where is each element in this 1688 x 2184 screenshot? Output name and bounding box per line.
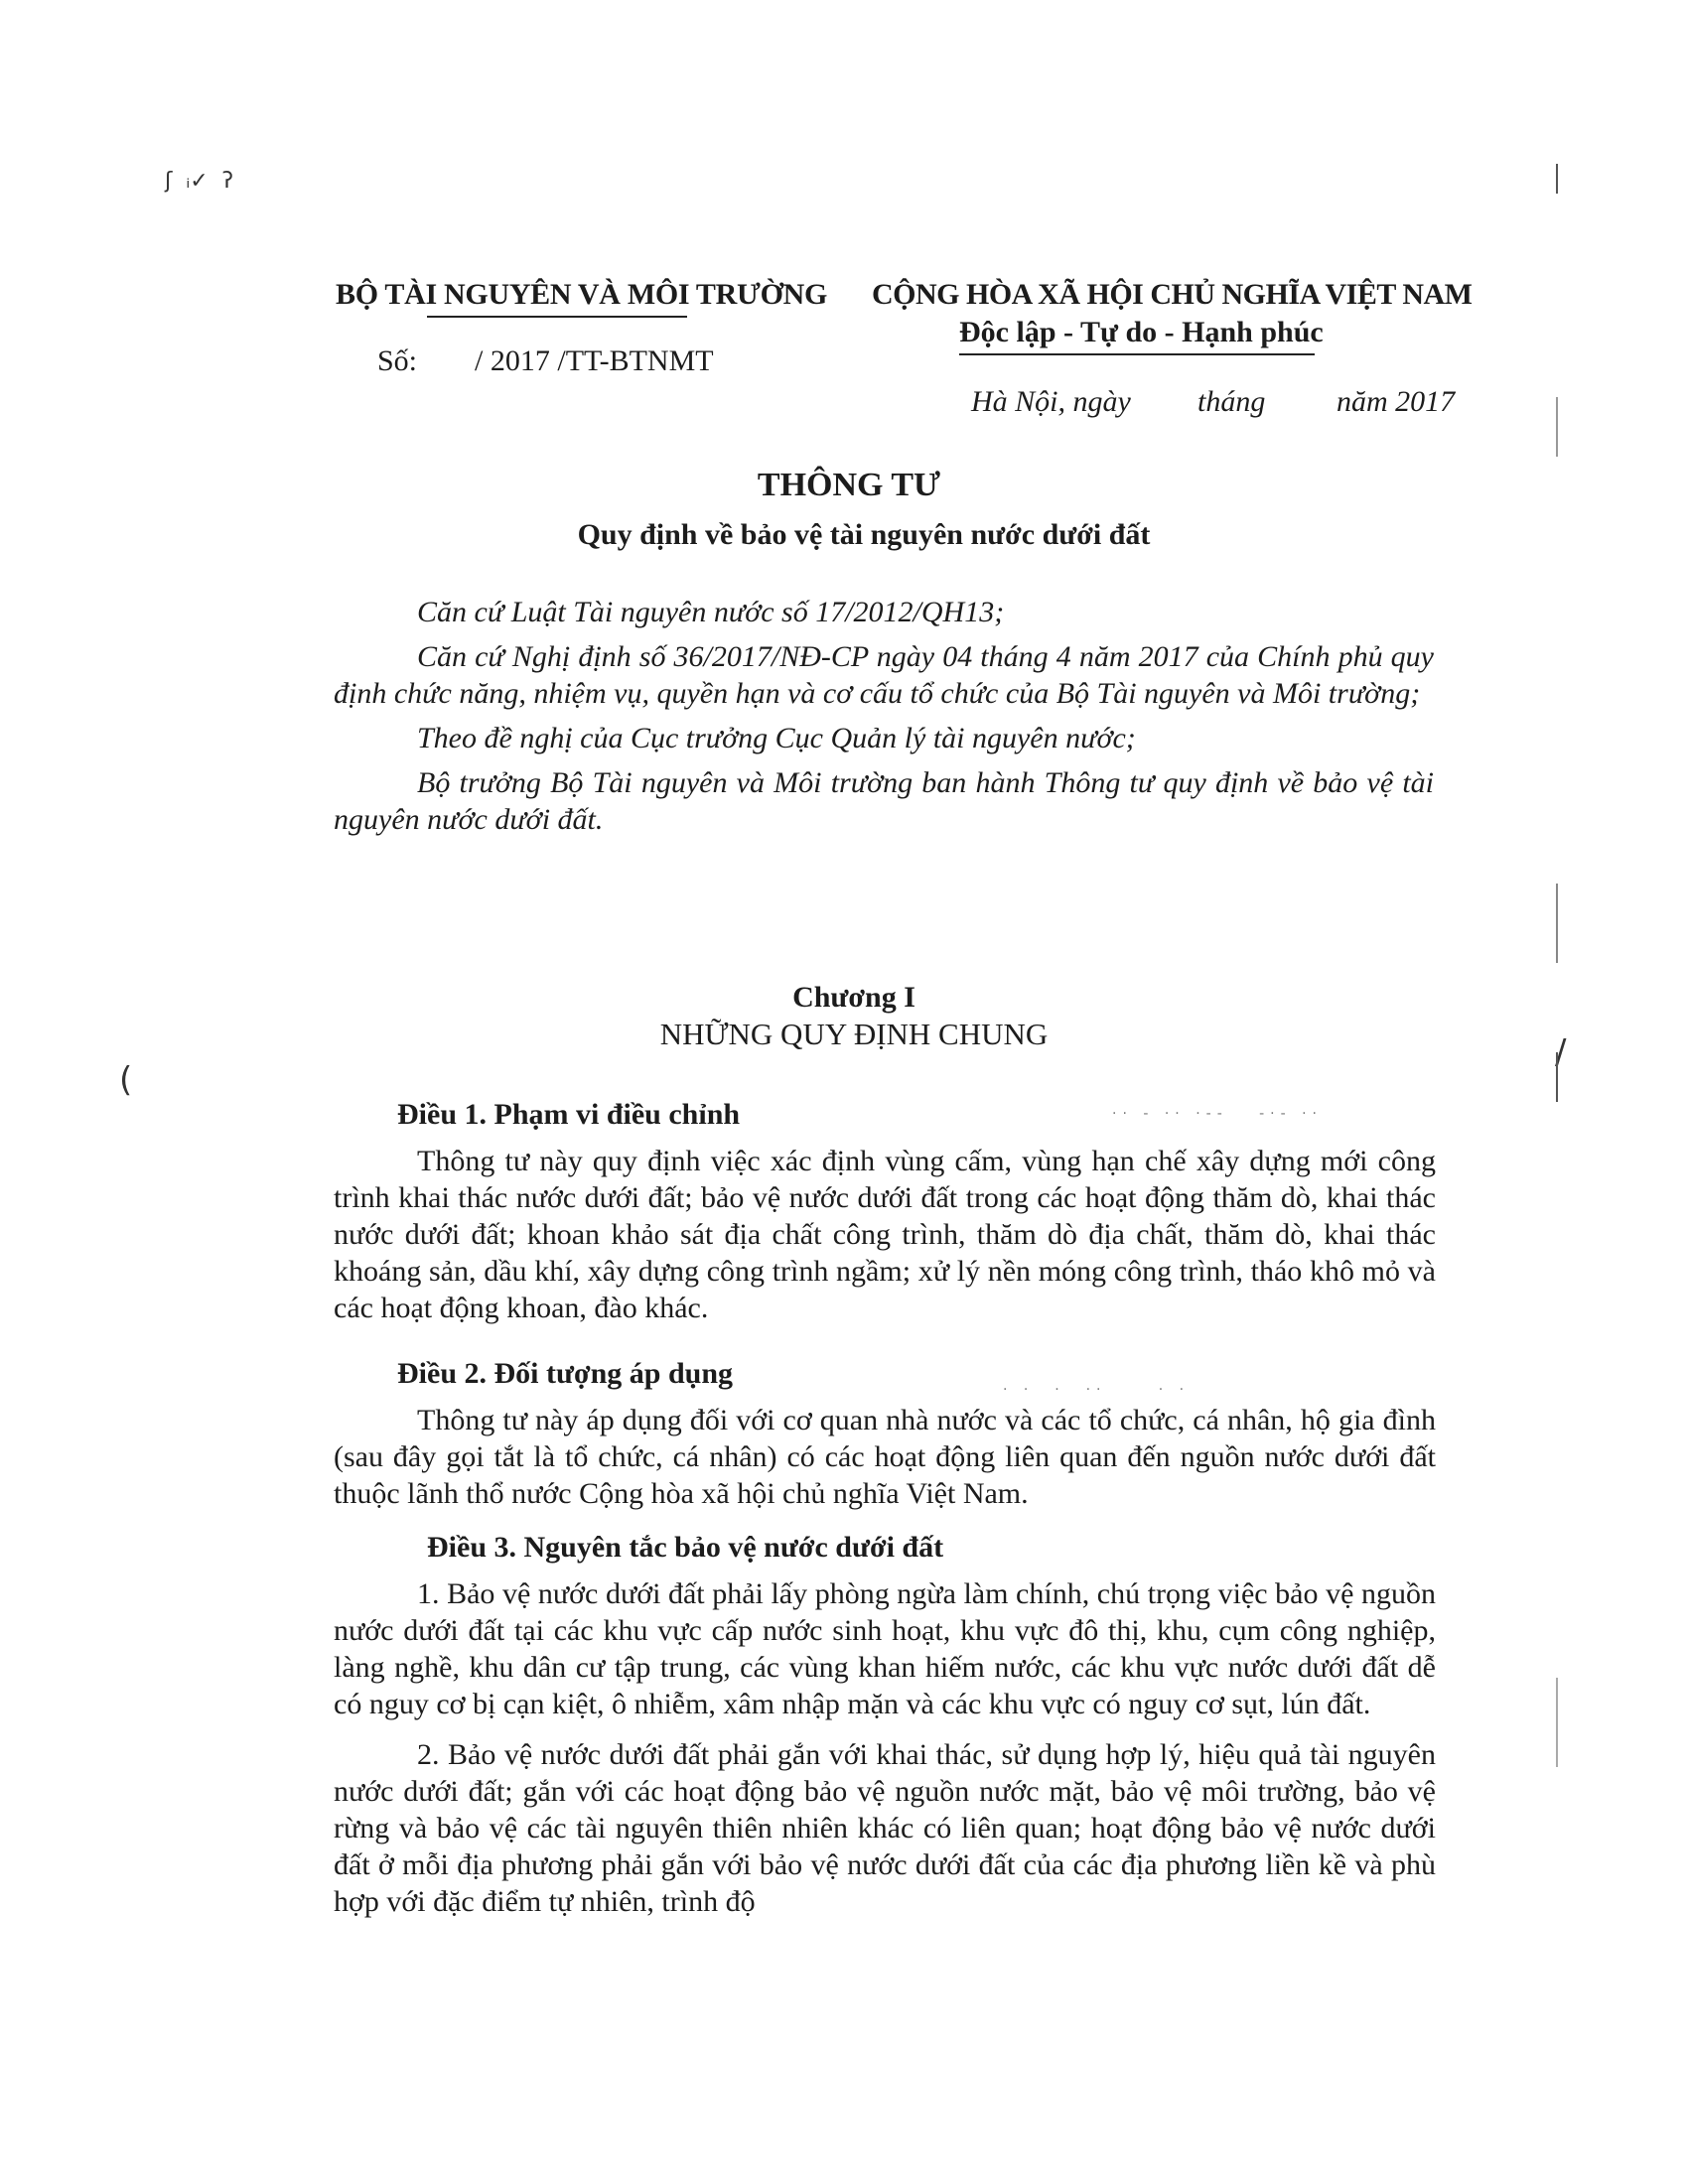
article-heading: Điều 2. Đối tượng áp dụng — [397, 1357, 734, 1390]
document-number — [377, 344, 714, 378]
chapter-number: Chương I — [792, 981, 915, 1014]
ministry-name: BỘ TÀI NGUYÊN VÀ MÔI TRƯỜNG — [336, 278, 828, 311]
scan-dots: ·· ‐ ·· ·‐‐ ‐·‐ ·· — [1112, 1106, 1324, 1122]
document-subtitle: Quy định về bảo vệ tài nguyên nước dưới đất — [577, 518, 1151, 551]
scan-edge-line — [1556, 164, 1558, 194]
date-year: năm 2017 — [1336, 385, 1456, 418]
national-motto: Độc lập - Tự do - Hạnh phúc — [959, 316, 1324, 348]
scan-edge-line — [1556, 1052, 1558, 1102]
article-paragraph: Thông tư này quy định việc xác định vùng cấm, vùng hạn chế xây dựng mới công trình khai thác nước dưới đất; bảo vệ nước dưới đất trong các hoạt động thăm dò, khai thác nước dưới đất; khoan khảo sát địa chất công trình, thăm dò địa chất, thăm dò, khai thác khoáng sản, dầu khí, xây dựng công trình ngầm; xử lý nền móng công trình, tháo khô mỏ và các hoạt động khoan, đào khác. — [334, 1145, 1436, 1324]
document-number-value: / 2017 /TT-BTNMT — [475, 344, 714, 377]
article-paragraph: 2. Bảo vệ nước dưới đất phải gắn với khai thác, sử dụng hợp lý, hiệu quả tài nguyên nước dưới đất; gắn với các hoạt động bảo vệ nguồn nước mặt, bảo vệ môi trường, bảo vệ rừng và bảo vệ các tài nguyên thiên nhiên khác có liên quan; hoạt động bảo vệ nước dưới đất ở mỗi địa phương phải gắn với bảo vệ nước dưới đất của các địa phương liền kề và phù hợp với đặc điểm tự nhiên, trình độ — [334, 1738, 1436, 1918]
article-heading: Điều 1. Phạm vi điều chỉnh — [397, 1098, 741, 1131]
scan-mark: / — [1555, 1032, 1567, 1072]
basis-paragraph: Bộ trưởng Bộ Tài nguyên và Môi trường ban hành Thông tư quy định về bảo vệ tài nguyên nước dưới đất. — [334, 766, 1434, 836]
article-3 — [334, 1529, 1436, 1928]
article-paragraph: Thông tư này áp dụng đối với cơ quan nhà nước và các tổ chức, cá nhân, hộ gia đình (sau đây gọi tắt là tổ chức, cá nhân) có các hoạt động liên quan đến nguồn nước dưới đất thuộc lãnh thổ nước Cộng hòa xã hội chủ nghĩa Việt Nam. — [334, 1404, 1436, 1510]
article-paragraph: 1. Bảo vệ nước dưới đất phải lấy phòng ngừa làm chính, chú trọng việc bảo vệ nguồn nước dưới đất tại các khu vực cấp nước sinh hoạt, khu vực đô thị, khu, cụm công nghiệp, làng nghề, khu dân cư tập trung, các vùng khan hiếm nước, các khu vực nước dưới đất dễ có nguy cơ bị cạn kiệt, ô nhiễm, xâm nhập mặn và các khu vực có nguy cơ sụt, lún đất. — [334, 1577, 1436, 1720]
chapter-title: NHỮNG QUY ĐỊNH CHUNG — [659, 1017, 1049, 1051]
article-heading: Điều 3. Nguyên tắc bảo vệ nước dưới đất — [427, 1531, 944, 1564]
basis-paragraph: Theo đề nghị của Cục trưởng Cục Quản lý tài nguyên nước; — [417, 722, 1136, 754]
scan-mark: ( — [119, 1060, 133, 1100]
basis-paragraph: Căn cứ Nghị định số 36/2017/NĐ-CP ngày 04 tháng 4 năm 2017 của Chính phủ quy định chức năng, nhiệm vụ, quyền hạn và cơ cấu tổ chức của Bộ Tài nguyên và Môi trường; — [334, 640, 1434, 710]
basis-paragraph: Căn cứ Luật Tài nguyên nước số 17/2012/QH13; — [417, 596, 1005, 628]
dateline — [971, 385, 1455, 419]
ministry-underline — [427, 316, 687, 318]
article-1 — [334, 1096, 1436, 1334]
document-number-label: Số: — [377, 344, 418, 377]
country-name: CỘNG HÒA XÃ HỘI CHỦ NGHĨA VIỆT NAM — [872, 278, 1473, 311]
scan-mark: ʃ ᵢ✓ ʔ — [165, 169, 233, 194]
scan-edge-line — [1556, 397, 1558, 457]
date-month: tháng — [1197, 385, 1266, 418]
scan-edge-line — [1556, 1678, 1558, 1767]
motto-underline — [959, 353, 1315, 355]
scan-edge-line — [1556, 884, 1558, 963]
article-2 — [334, 1355, 1436, 1520]
scan-dots: · · · ·· · · — [1003, 1382, 1191, 1398]
date-place: Hà Nội, ngày — [971, 385, 1131, 418]
document-title: THÔNG TƯ — [757, 467, 941, 503]
legal-basis — [334, 594, 1434, 846]
